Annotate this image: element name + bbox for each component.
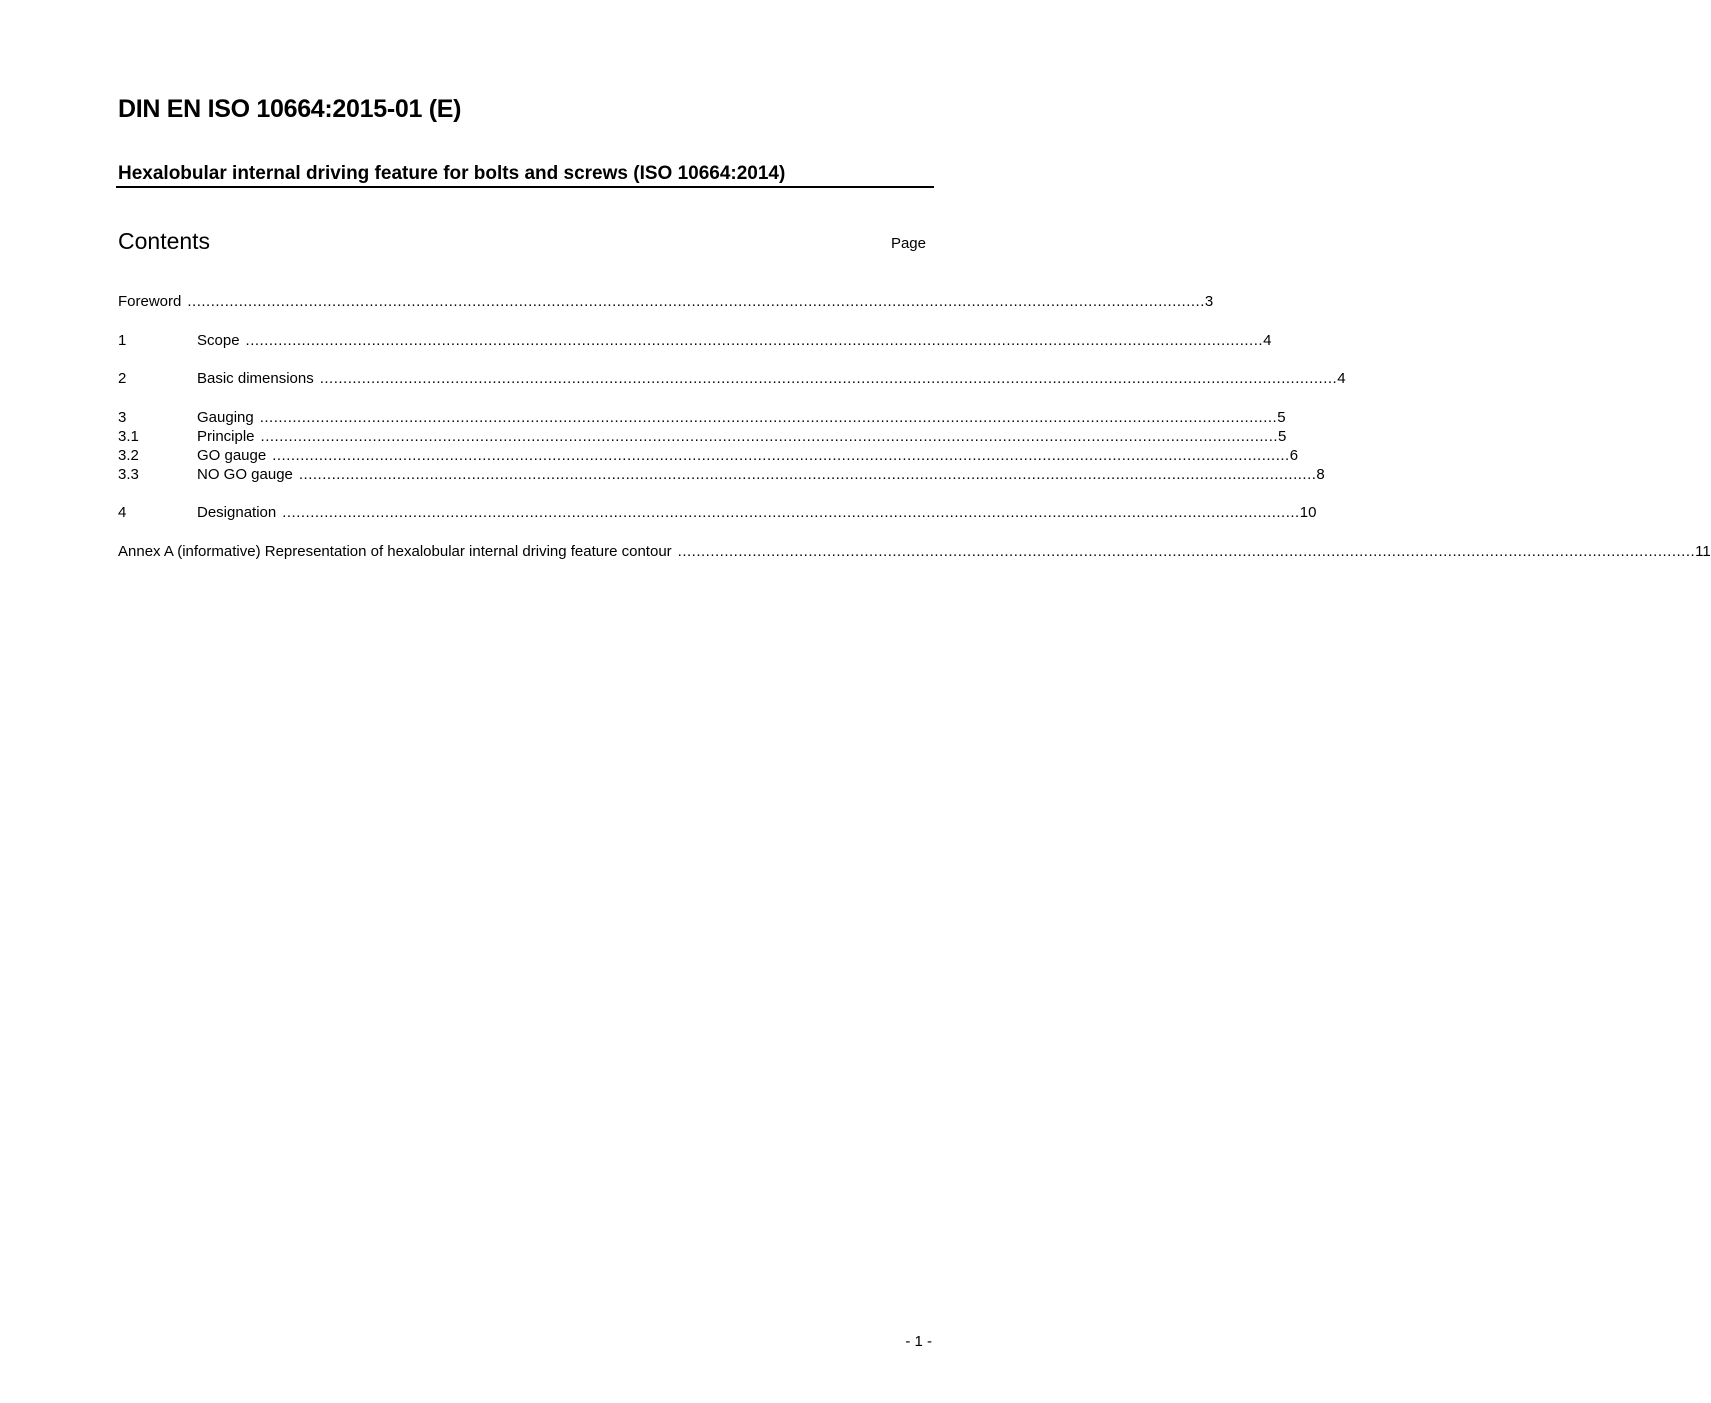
toc-entry-number: 3.1	[118, 428, 139, 445]
toc-entry-title: Designation	[197, 504, 277, 521]
toc-dot-leader: ..........................................................................................................................................................................................................................	[298, 466, 1317, 483]
toc-entry-page: 6	[1289, 447, 1299, 464]
toc-entry-page: 4	[1337, 370, 1346, 387]
toc-entry-foreword[interactable]	[118, 292, 1214, 311]
title-rule	[116, 186, 934, 188]
toc-entry-title: Annex A (informative) Representation of hexalobular internal driving feature contour	[118, 543, 672, 560]
toc-entry-page: 8	[1316, 466, 1325, 483]
toc-entry-no-go-gauge[interactable]	[118, 465, 1325, 484]
toc-entry-page: 4	[1263, 332, 1272, 349]
toc-entry-page: 5	[1278, 428, 1287, 445]
toc-entry-scope[interactable]	[118, 331, 1272, 350]
toc-entry-number: 3.2	[118, 447, 139, 464]
toc-dot-leader: ..........................................................................................................................................................................................................................	[259, 409, 1278, 426]
toc-entry-title: Principle	[197, 428, 255, 445]
toc-entry-number: 3	[118, 409, 127, 426]
toc-dot-leader: ..........................................................................................................................................................................................................................	[272, 447, 1290, 464]
toc-entry-gauging[interactable]	[118, 408, 1286, 427]
toc-entry-page: 11	[1695, 543, 1711, 560]
toc-entry-title: Foreword	[118, 293, 182, 310]
toc-entry-annex-a[interactable]	[118, 542, 1711, 561]
toc-dot-leader: ..........................................................................................................................................................................................................................	[319, 370, 1338, 387]
toc-entry-title: Basic dimensions	[197, 370, 314, 387]
toc-entry-number: 4	[118, 504, 127, 521]
toc-entry-number: 2	[118, 370, 127, 387]
toc-entry-page: 10	[1299, 504, 1317, 521]
document-title: DIN EN ISO 10664:2015-01 (E)	[118, 95, 462, 123]
toc-entry-title: GO gauge	[197, 447, 267, 464]
document-subtitle: Hexalobular internal driving feature for bolts and screws (ISO 10664:2014)	[118, 163, 786, 184]
toc-entry-page: 5	[1277, 409, 1286, 426]
toc-entry-go-gauge[interactable]	[118, 446, 1299, 465]
toc-entry-title: NO GO gauge	[197, 466, 293, 483]
toc-dot-leader: ..........................................................................................................................................................................................................................	[282, 504, 1300, 521]
contents-heading: Contents	[118, 228, 211, 254]
toc-dot-leader: ..........................................................................................................................................................................................................................	[677, 543, 1696, 560]
toc-entry-number: 1	[118, 332, 127, 349]
page-column-heading: Page	[890, 235, 926, 252]
toc-entry-title: Gauging	[197, 409, 254, 426]
toc-entry-basic-dimensions[interactable]	[118, 369, 1346, 388]
toc-dot-leader: ..........................................................................................................................................................................................................................	[245, 332, 1264, 349]
toc-entry-principle[interactable]	[118, 427, 1287, 446]
toc-entry-designation[interactable]	[118, 503, 1317, 522]
page-footer-number: - 1 -	[905, 1333, 932, 1350]
toc-dot-leader: ..........................................................................................................................................................................................................................	[187, 293, 1205, 310]
toc-entry-page: 3	[1204, 293, 1214, 310]
toc-entry-number: 3.3	[118, 466, 139, 483]
toc-dot-leader: ..........................................................................................................................................................................................................................	[260, 428, 1279, 445]
toc-entry-title: Scope	[197, 332, 240, 349]
